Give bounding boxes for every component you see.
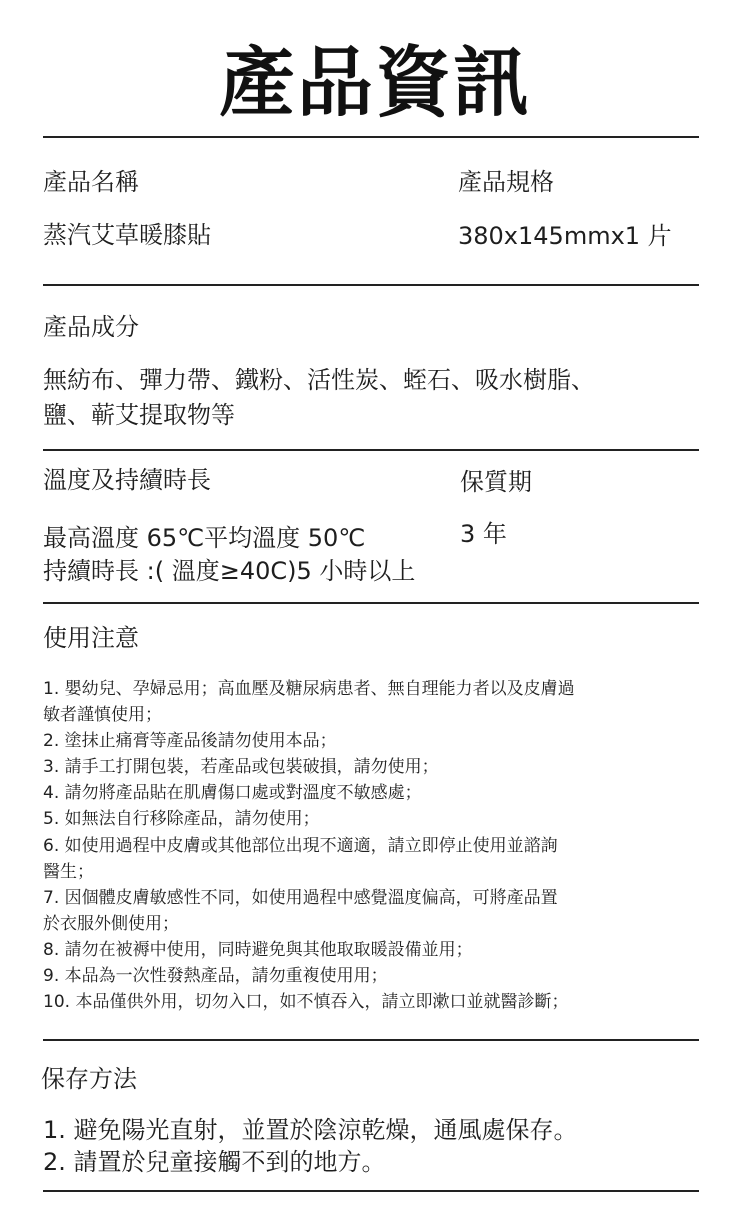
divider: [43, 284, 699, 286]
list-item: 9. 本品為一次性發熱產品，請勿重複使用用；: [43, 966, 388, 987]
product-name-value: 蒸汽艾草暖膝貼: [43, 221, 211, 249]
storage-list: [43, 1114, 578, 1178]
notes-list: [43, 676, 683, 1015]
divider: [43, 136, 699, 138]
page-title: 產品資訊: [219, 38, 531, 127]
divider: [43, 1190, 699, 1192]
list-item: 6. 如使用過程中皮膚或其他部位出現不適適，請立即停止使用並諮詢: [43, 835, 558, 856]
list-item: 敏者謹慎使用；: [43, 705, 162, 726]
divider: [43, 602, 699, 604]
list-item: 5. 如無法自行移除產品，請勿使用；: [43, 809, 320, 830]
temperature-label: 溫度及持續時長: [43, 466, 211, 494]
storage-label: 保存方法: [41, 1065, 137, 1093]
list-item: 1. 嬰幼兒、孕婦忌用；高血壓及糖尿病患者、無自理能力者以及皮膚過: [43, 679, 575, 699]
list-item: 3. 請手工打開包裝，若產品或包裝破損，請勿使用；: [43, 757, 439, 778]
shelf-life-value: 3 年: [460, 520, 507, 548]
temperature-line: 最高溫度 65℃平均溫度 50℃: [43, 524, 366, 552]
list-item: 4. 請勿將產品貼在肌膚傷口處或對溫度不敏感處；: [43, 783, 422, 804]
list-item: 1. 避免陽光直射，並置於陰涼乾燥，通風處保存。: [43, 1116, 578, 1144]
product-spec-value: 380x145mmx1 片: [458, 222, 672, 250]
notes-label: 使用注意: [43, 624, 139, 652]
divider: [43, 1039, 699, 1041]
product-name-label: 產品名稱: [43, 168, 139, 196]
list-item: 8. 請勿在被褥中使用，同時避免與其他取取暖設備並用；: [43, 939, 473, 960]
list-item: 10. 本品僅供外用，切勿入口，如不慎吞入，請立即漱口並就醫診斷；: [43, 992, 569, 1013]
list-item: 醫生；: [43, 861, 94, 882]
product-spec-label: 產品規格: [458, 168, 554, 196]
list-item: 2. 請置於兒童接觸不到的地方。: [43, 1148, 386, 1176]
temperature-line: 持續時長 :( 溫度≥40C)5 小時以上: [43, 557, 416, 585]
list-item: 2. 塗抹止痛膏等產品後請勿使用本品；: [43, 731, 337, 752]
ingredients-line: 無紡布、彈力帶、鐵粉、活性炭、蛭石、吸水樹脂、: [43, 366, 595, 394]
ingredients-line: 鹽、蕲艾提取物等: [43, 401, 235, 429]
list-item: 於衣服外側使用；: [43, 913, 179, 934]
ingredients-label: 產品成分: [43, 313, 139, 341]
shelf-life-label: 保質期: [460, 468, 532, 496]
divider: [43, 449, 699, 451]
list-item: 7. 因個體皮膚敏感性不同，如使用過程中感覺溫度偏高，可將產品置: [43, 887, 558, 908]
